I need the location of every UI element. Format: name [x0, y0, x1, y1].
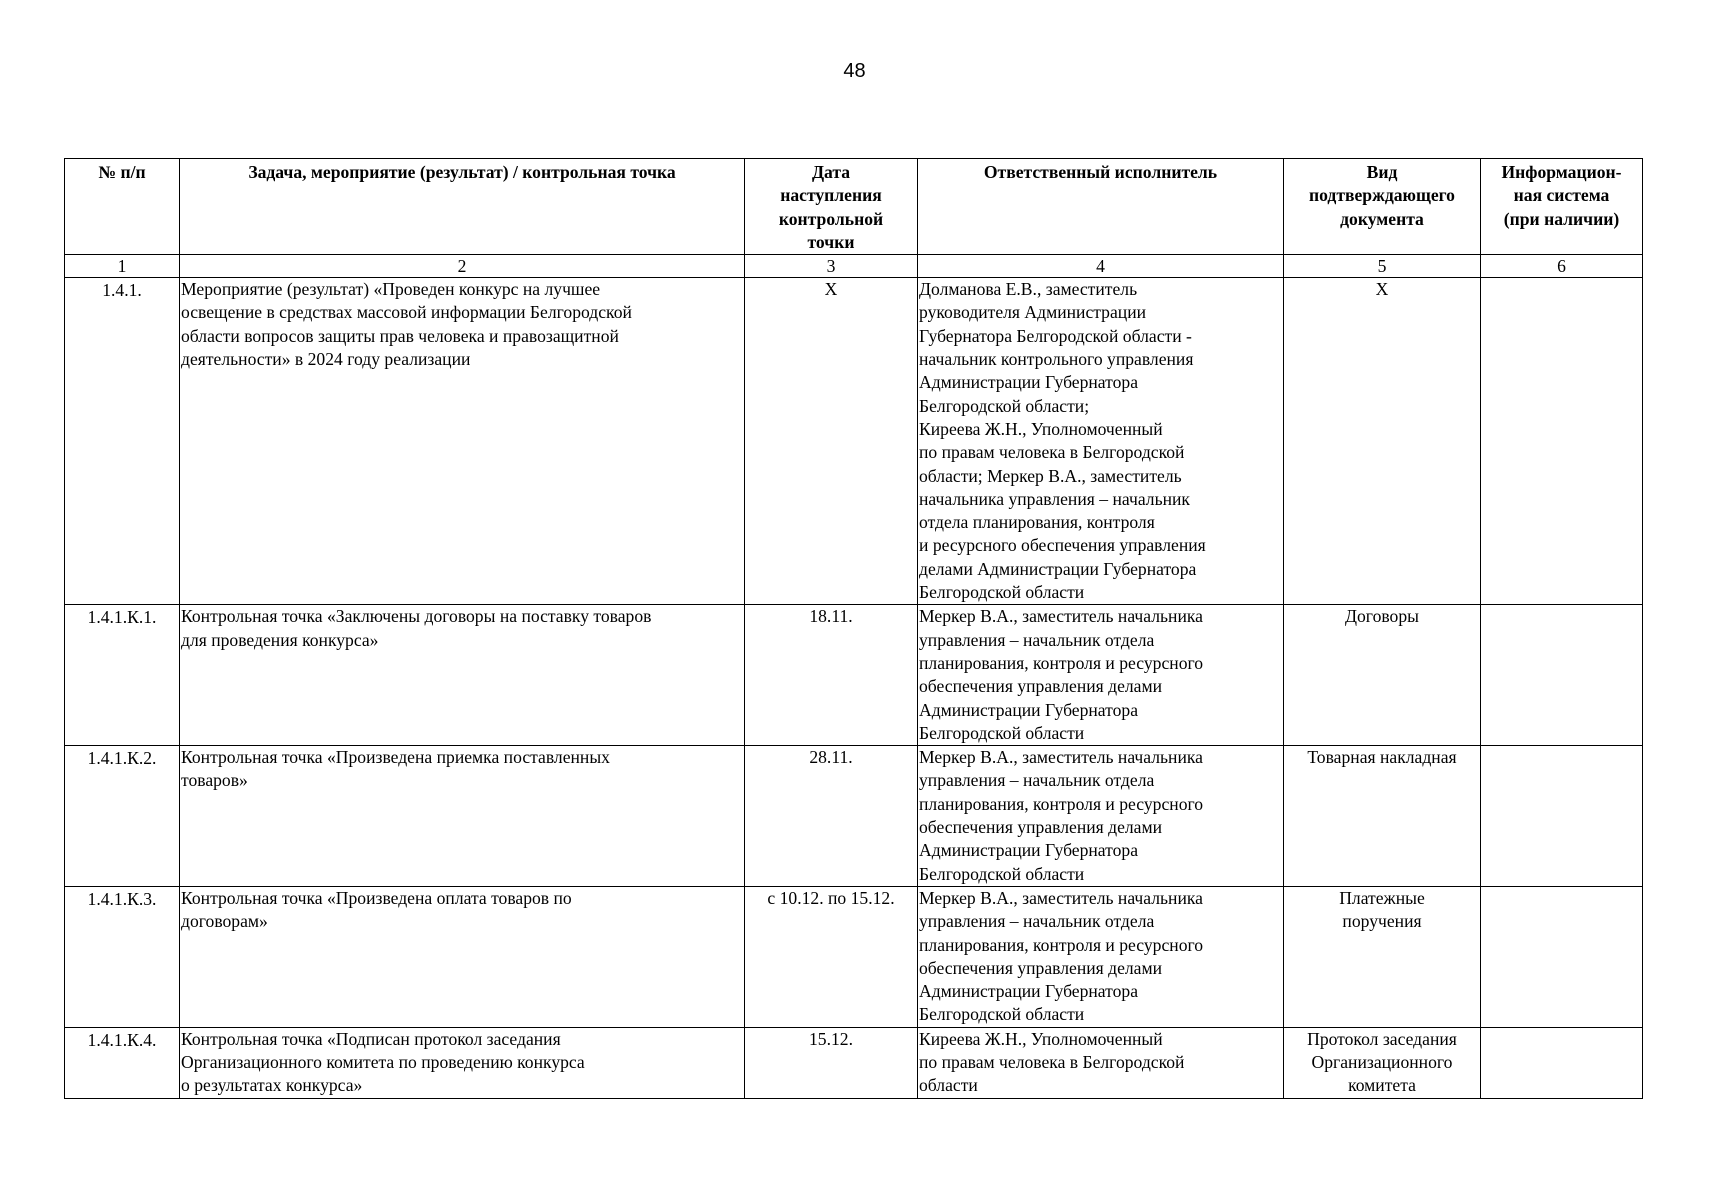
responsible-text-line: начальника управления – начальник: [919, 488, 1190, 509]
page-number: 48: [843, 60, 866, 82]
responsible-text-line: начальник контрольного управления: [919, 349, 1194, 370]
task-text-line: Контрольная точка «Заключены договоры на поставку товаров: [181, 606, 652, 627]
task-cell: [180, 746, 745, 887]
document-type-cell: [1284, 746, 1481, 887]
document-type-text-line: X: [1375, 279, 1389, 300]
date-cell: [745, 278, 918, 605]
header-col-6: [1481, 159, 1643, 255]
responsible-text-line: по правам человека в Белгородской: [919, 442, 1185, 463]
responsible-text-line: по правам человека в Белгородской: [919, 1051, 1185, 1072]
header-text-line: Ответственный исполнитель: [983, 162, 1218, 182]
row-number-cell: [65, 605, 180, 746]
responsible-text-line: Белгородской области: [919, 1004, 1085, 1025]
task-text-line: освещение в средствах массовой информации Белгородской: [181, 302, 632, 323]
info-system-cell: [1481, 605, 1643, 746]
table-row: [65, 605, 1643, 746]
header-text-line: документа: [1340, 208, 1424, 229]
header-row: [65, 159, 1643, 255]
responsible-cell: [918, 886, 1284, 1027]
date-text-line: с 10.12. по 15.12.: [767, 887, 895, 908]
column-number-row: [65, 255, 1643, 278]
column-number: 2: [180, 255, 745, 278]
row-number-cell: [65, 886, 180, 1027]
info-system-cell: [1481, 886, 1643, 1027]
responsible-text-line: Белгородской области: [919, 582, 1085, 603]
control-points-table: [64, 158, 1643, 1099]
responsible-text-line: области: [919, 1075, 978, 1096]
task-cell: [180, 886, 745, 1027]
header-text-line: (при наличии): [1503, 208, 1620, 229]
responsible-text-line: делами Администрации Губернатора: [919, 558, 1197, 579]
header-text-line: подтверждающего: [1309, 185, 1455, 206]
row-number-text: 1.4.1.К.1.: [87, 607, 157, 628]
responsible-text-line: Меркер В.А., заместитель начальника: [919, 606, 1203, 627]
responsible-text-line: отдела планирования, контроля: [919, 512, 1155, 533]
header-text-line: контрольной: [778, 208, 884, 229]
row-number-cell: [65, 1027, 180, 1098]
row-number-cell: [65, 746, 180, 887]
responsible-cell: [918, 278, 1284, 605]
header-text-line: Дата: [811, 162, 851, 182]
responsible-text-line: Белгородской области: [919, 722, 1085, 743]
document-type-text-line: Платежные: [1339, 887, 1425, 908]
task-text-line: Организационного комитета по проведению конкурса: [181, 1051, 585, 1072]
date-text-line: X: [824, 279, 838, 300]
column-number: 5: [1284, 255, 1481, 278]
date-cell: [745, 1027, 918, 1098]
document-type-text-line: Договоры: [1345, 606, 1419, 627]
table-body: [65, 278, 1643, 1098]
date-cell: [745, 746, 918, 887]
responsible-text-line: обеспечения управления делами: [919, 676, 1163, 697]
task-text-line: для проведения конкурса»: [181, 629, 379, 650]
date-cell: [745, 605, 918, 746]
responsible-text-line: Администрации Губернатора: [919, 372, 1139, 393]
responsible-text-line: Меркер В.А., заместитель начальника: [919, 887, 1203, 908]
task-text-line: Контрольная точка «Произведена оплата товаров по: [181, 887, 572, 908]
document-type-text-line: Протокол заседания: [1307, 1028, 1457, 1049]
responsible-text-line: Долманова Е.В., заместитель: [919, 279, 1138, 300]
responsible-text-line: руководителя Администрации: [919, 302, 1147, 323]
header-text-line: Задача, мероприятие (результат) / контрольная точка: [248, 162, 676, 182]
column-number: 1: [65, 255, 180, 278]
header-col-4: [918, 159, 1284, 255]
responsible-text-line: Меркер В.А., заместитель начальника: [919, 747, 1203, 768]
task-cell: [180, 278, 745, 605]
responsible-cell: [918, 605, 1284, 746]
row-number-cell: [65, 278, 180, 605]
responsible-text-line: и ресурсного обеспечения управления: [919, 535, 1206, 556]
responsible-text-line: Администрации Губернатора: [919, 840, 1139, 861]
column-number: 4: [918, 255, 1284, 278]
date-cell: [745, 886, 918, 1027]
responsible-text-line: обеспечения управления делами: [919, 817, 1163, 838]
responsible-text-line: Администрации Губернатора: [919, 699, 1139, 720]
header-text-line: Вид: [1366, 162, 1398, 182]
document-type-text-line: Организационного: [1311, 1051, 1453, 1072]
table-row: [65, 746, 1643, 887]
header-text-line: ная система: [1513, 185, 1610, 206]
header-text-line: Информацион-: [1501, 162, 1622, 182]
responsible-text-line: Белгородской области: [919, 863, 1085, 884]
document-type-cell: [1284, 1027, 1481, 1098]
date-text-line: 18.11.: [809, 606, 853, 627]
row-number-text: 1.4.1.: [102, 280, 142, 301]
info-system-cell: [1481, 1027, 1643, 1098]
header-col-3: [745, 159, 918, 255]
date-text-line: 28.11.: [809, 747, 853, 768]
document-type-text-line: Товарная накладная: [1307, 747, 1457, 768]
column-number: 6: [1481, 255, 1643, 278]
table-row: [65, 278, 1643, 605]
row-number-text: 1.4.1.К.4.: [87, 1029, 157, 1050]
table-row: [65, 886, 1643, 1027]
responsible-text-line: управления – начальник отдела: [919, 629, 1155, 650]
task-cell: [180, 605, 745, 746]
header-text-line: точки: [807, 231, 855, 252]
responsible-text-line: планирования, контроля и ресурсного: [919, 652, 1204, 673]
info-system-cell: [1481, 746, 1643, 887]
responsible-text-line: Белгородской области;: [919, 395, 1090, 416]
document-type-text-line: комитета: [1348, 1075, 1416, 1096]
header-col-5: [1284, 159, 1481, 255]
task-text-line: области вопросов защиты прав человека и правозащитной: [181, 325, 619, 346]
row-number-text: 1.4.1.К.2.: [87, 748, 157, 769]
responsible-cell: [918, 1027, 1284, 1098]
task-text-line: о результатах конкурса»: [181, 1075, 363, 1096]
responsible-text-line: планирования, контроля и ресурсного: [919, 793, 1204, 814]
responsible-cell: [918, 746, 1284, 887]
task-text-line: деятельности» в 2024 году реализации: [181, 349, 471, 370]
task-text-line: Мероприятие (результат) «Проведен конкурс на лучшее: [181, 279, 601, 300]
column-number: 3: [745, 255, 918, 278]
responsible-text-line: Киреева Ж.Н., Уполномоченный: [919, 1028, 1163, 1049]
document-type-text-line: поручения: [1342, 911, 1422, 932]
task-text-line: товаров»: [181, 770, 248, 791]
document-type-cell: [1284, 605, 1481, 746]
row-number-text: 1.4.1.К.3.: [87, 888, 157, 909]
responsible-text-line: Губернатора Белгородской области -: [919, 325, 1192, 346]
date-text-line: 15.12.: [809, 1028, 853, 1049]
task-text-line: договорам»: [181, 911, 268, 932]
responsible-text-line: планирования, контроля и ресурсного: [919, 934, 1204, 955]
task-text-line: Контрольная точка «Произведена приемка поставленных: [181, 747, 610, 768]
document-type-cell: [1284, 278, 1481, 605]
header-text-line: № п/п: [98, 162, 146, 182]
responsible-text-line: области; Меркер В.А., заместитель: [919, 465, 1182, 486]
document-type-cell: [1284, 886, 1481, 1027]
task-cell: [180, 1027, 745, 1098]
header-text-line: наступления: [780, 185, 882, 206]
responsible-text-line: Киреева Ж.Н., Уполномоченный: [919, 418, 1163, 439]
responsible-text-line: Администрации Губернатора: [919, 981, 1139, 1002]
info-system-cell: [1481, 278, 1643, 605]
responsible-text-line: обеспечения управления делами: [919, 957, 1163, 978]
header-col-2: [180, 159, 745, 255]
table-row: [65, 1027, 1643, 1098]
task-text-line: Контрольная точка «Подписан протокол заседания: [181, 1028, 561, 1049]
responsible-text-line: управления – начальник отдела: [919, 770, 1155, 791]
header-col-1: [65, 159, 180, 255]
responsible-text-line: управления – начальник отдела: [919, 911, 1155, 932]
